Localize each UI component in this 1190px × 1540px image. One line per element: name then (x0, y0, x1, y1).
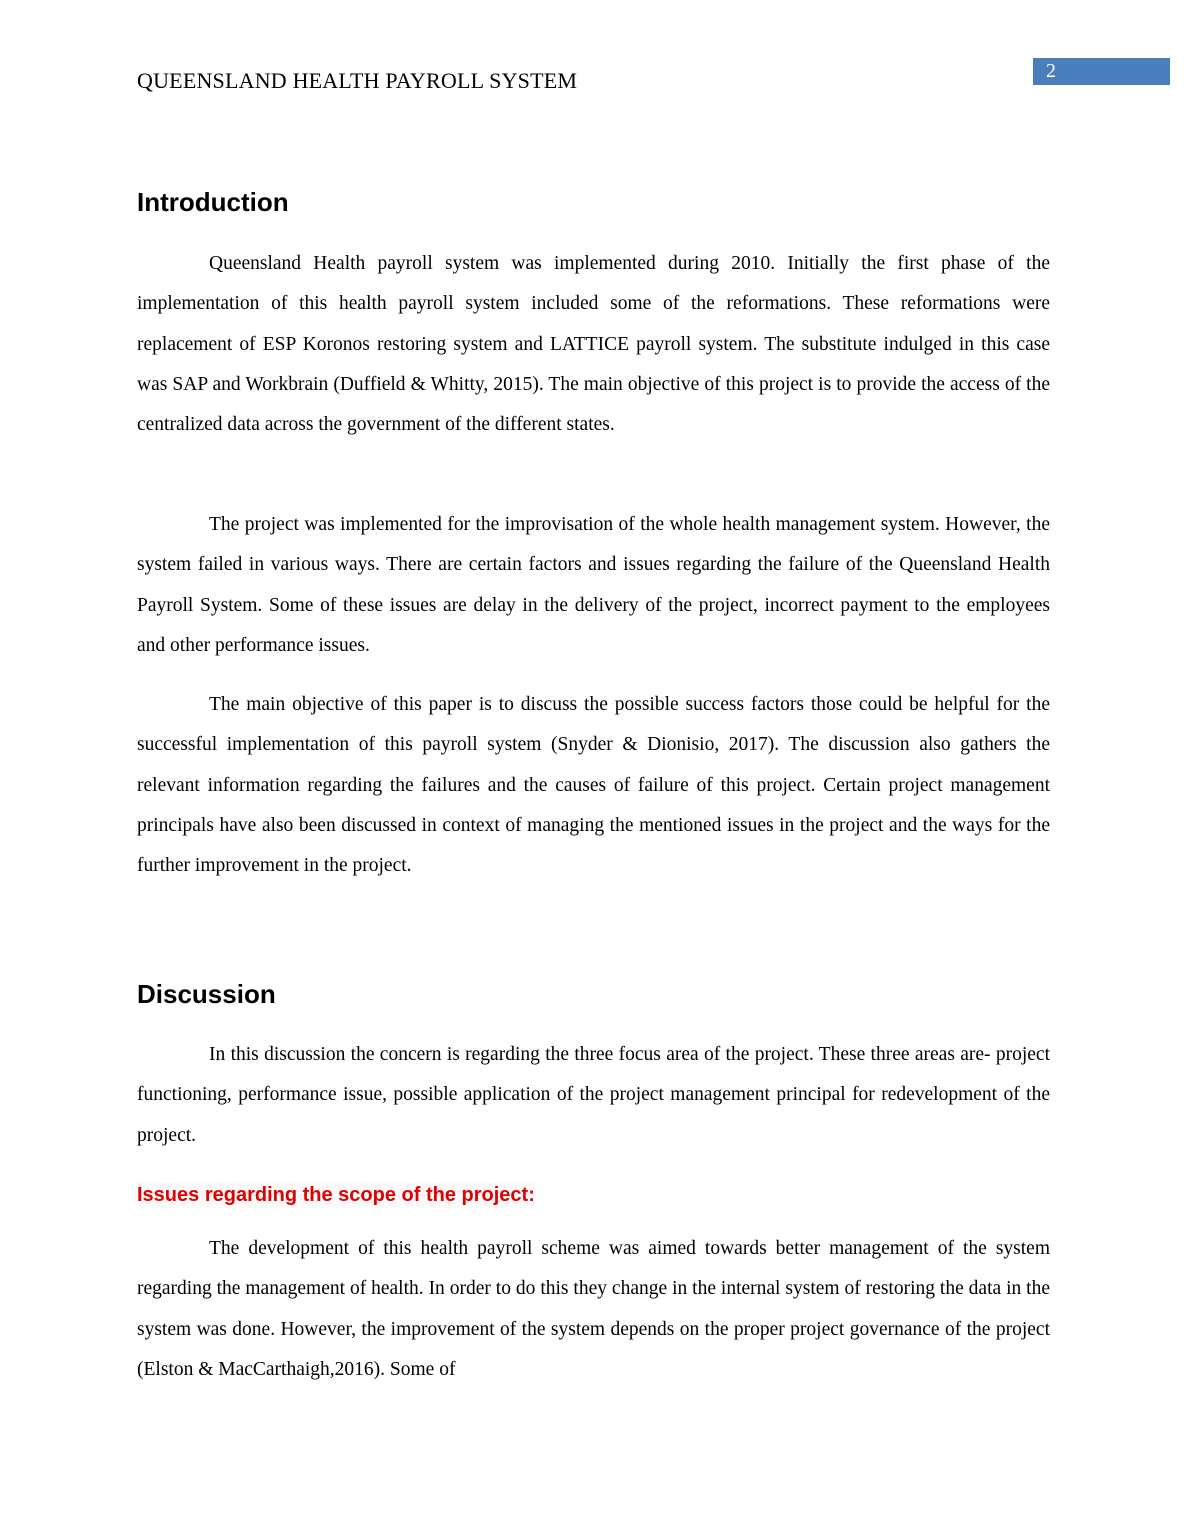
paragraph-block (137, 1229, 1050, 1390)
page-number-badge (1033, 58, 1170, 85)
heading-introduction: Introduction (137, 187, 289, 217)
paragraph-issues-scope-1: The development of this health payroll scheme was aimed towards better management of the system regarding the management of health. In order to do this they change in the internal system of restoring the data in the system was done. However, the improvement of the system depends on the proper project governance of the project (Elston & MacCarthaigh,2016). Some of (137, 1238, 1050, 1380)
page-number-value: 2 (1046, 60, 1056, 82)
paragraph-discussion-intro: In this discussion the concern is regarding the three focus area of the project. These three areas are- project functioning, performance issue, possible application of the project management principal for redevelopment of the project. (137, 1044, 1050, 1146)
paragraph-block (137, 244, 1050, 445)
section-introduction (137, 186, 1050, 219)
subsection-issues-scope (137, 1182, 1050, 1208)
paragraph-block (137, 1035, 1050, 1156)
paragraph-block (137, 685, 1050, 886)
section-discussion (137, 978, 1050, 1011)
paragraph-introduction-2: The project was implemented for the improvisation of the whole health management system. However, the system failed in various ways. There are certain factors and issues regarding the failure of the Queensland Health Payroll System. Some of these issues are delay in the delivery of the project, incorrect payment to the employees and other performance issues. (137, 514, 1050, 656)
heading-issues-regarding-scope: Issues regarding the scope of the project: (137, 1184, 535, 1206)
running-header-title: QUEENSLAND HEALTH PAYROLL SYSTEM (137, 68, 578, 93)
heading-discussion: Discussion (137, 979, 276, 1009)
page-header (0, 0, 1190, 130)
paragraph-block (137, 505, 1050, 666)
paragraph-introduction-1: Queensland Health payroll system was implemented during 2010. Initially the first phase of the implementation of this health payroll system included some of the reformations. These reformations were replacement of ESP Koronos restoring system and LATTICE payroll system. The substitute indulged in this case was SAP and Workbrain (Duffield & Whitty, 2015). The main objective of this project is to provide the access of the centralized data across the government of the different states. (137, 253, 1050, 436)
paragraph-introduction-3: The main objective of this paper is to discuss the possible success factors those could be helpful for the successful implementation of this payroll system (Snyder & Dionisio, 2017). The discussion also gathers the relevant information regarding the failures and the causes of failure of this project. Certain project management principals have also been discussed in context of managing the mentioned issues in the project and the ways for the further improvement in the project. (137, 694, 1050, 877)
